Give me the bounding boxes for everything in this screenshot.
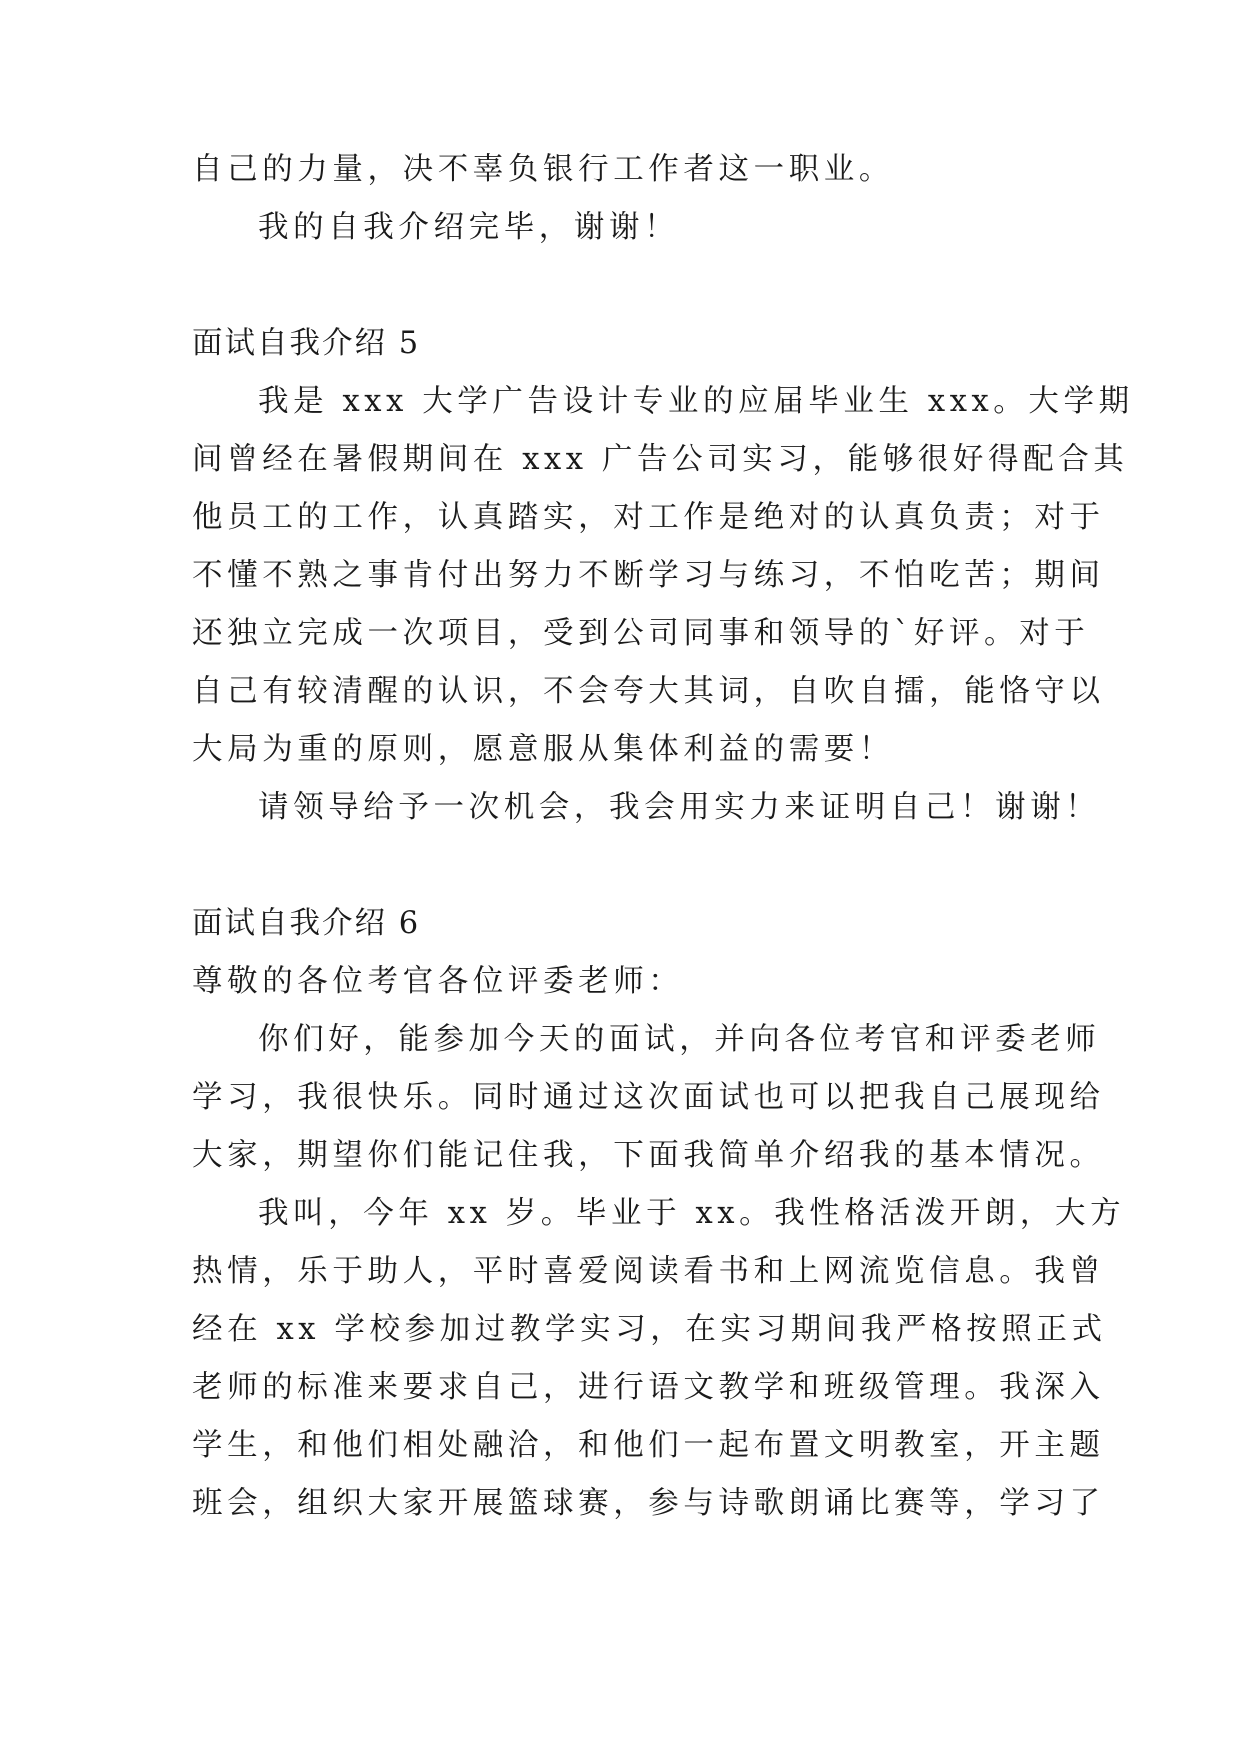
- paragraph-line: 大家，期望你们能记住我，下面我简单介绍我的基本情况。: [192, 1138, 1105, 1173]
- paragraph-line: 我叫，今年 xx 岁。毕业于 xx。我性格活泼开朗，大方: [258, 1196, 1126, 1231]
- paragraph-line: 还独立完成一次项目，受到公司同事和领导的`好评。对于: [192, 616, 1090, 651]
- paragraph-line: 你们好，能参加今天的面试，并向各位考官和评委老师: [258, 1022, 1101, 1057]
- paragraph-line: 学生，和他们相处融洽，和他们一起布置文明教室，开主题: [192, 1428, 1105, 1463]
- paragraph-line: 请领导给予一次机会，我会用实力来证明自己！谢谢！: [258, 790, 1101, 825]
- paragraph-line: 自己的力量，决不辜负银行工作者这一职业。: [192, 152, 894, 187]
- paragraph-line: 不懂不熟之事肯付出努力不断学习与练习，不怕吃苦；期间: [192, 558, 1105, 593]
- paragraph-line: 他员工的工作，认真踏实，对工作是绝对的认真负责；对于: [192, 500, 1105, 535]
- paragraph-line: 热情，乐于助人，平时喜爱阅读看书和上网流览信息。我曾: [192, 1254, 1105, 1289]
- salutation-line: 尊敬的各位考官各位评委老师：: [192, 964, 684, 999]
- paragraph-line: 班会，组织大家开展篮球赛，参与诗歌朗诵比赛等，学习了: [192, 1486, 1105, 1521]
- section-heading: 面试自我介绍 5: [192, 326, 421, 361]
- paragraph-line: 经在 xx 学校参加过教学实习，在实习期间我严格按照正式: [192, 1312, 1107, 1347]
- paragraph-line: 自己有较清醒的认识，不会夸大其词，自吹自擂，能恪守以: [192, 674, 1105, 709]
- paragraph-line: 我是 xxx 大学广告设计专业的应届毕业生 xxx。大学期: [258, 384, 1134, 419]
- paragraph-line: 间曾经在暑假期间在 xxx 广告公司实习，能够很好得配合其: [192, 442, 1129, 477]
- paragraph-line: 大局为重的原则，愿意服从集体利益的需要！: [192, 732, 894, 767]
- paragraph-line: 老师的标准来要求自己，进行语文教学和班级管理。我深入: [192, 1370, 1105, 1405]
- paragraph-line: 我的自我介绍完毕，谢谢！: [258, 210, 680, 245]
- section-heading: 面试自我介绍 6: [192, 906, 421, 941]
- paragraph-line: 学习，我很快乐。同时通过这次面试也可以把我自己展现给: [192, 1080, 1105, 1115]
